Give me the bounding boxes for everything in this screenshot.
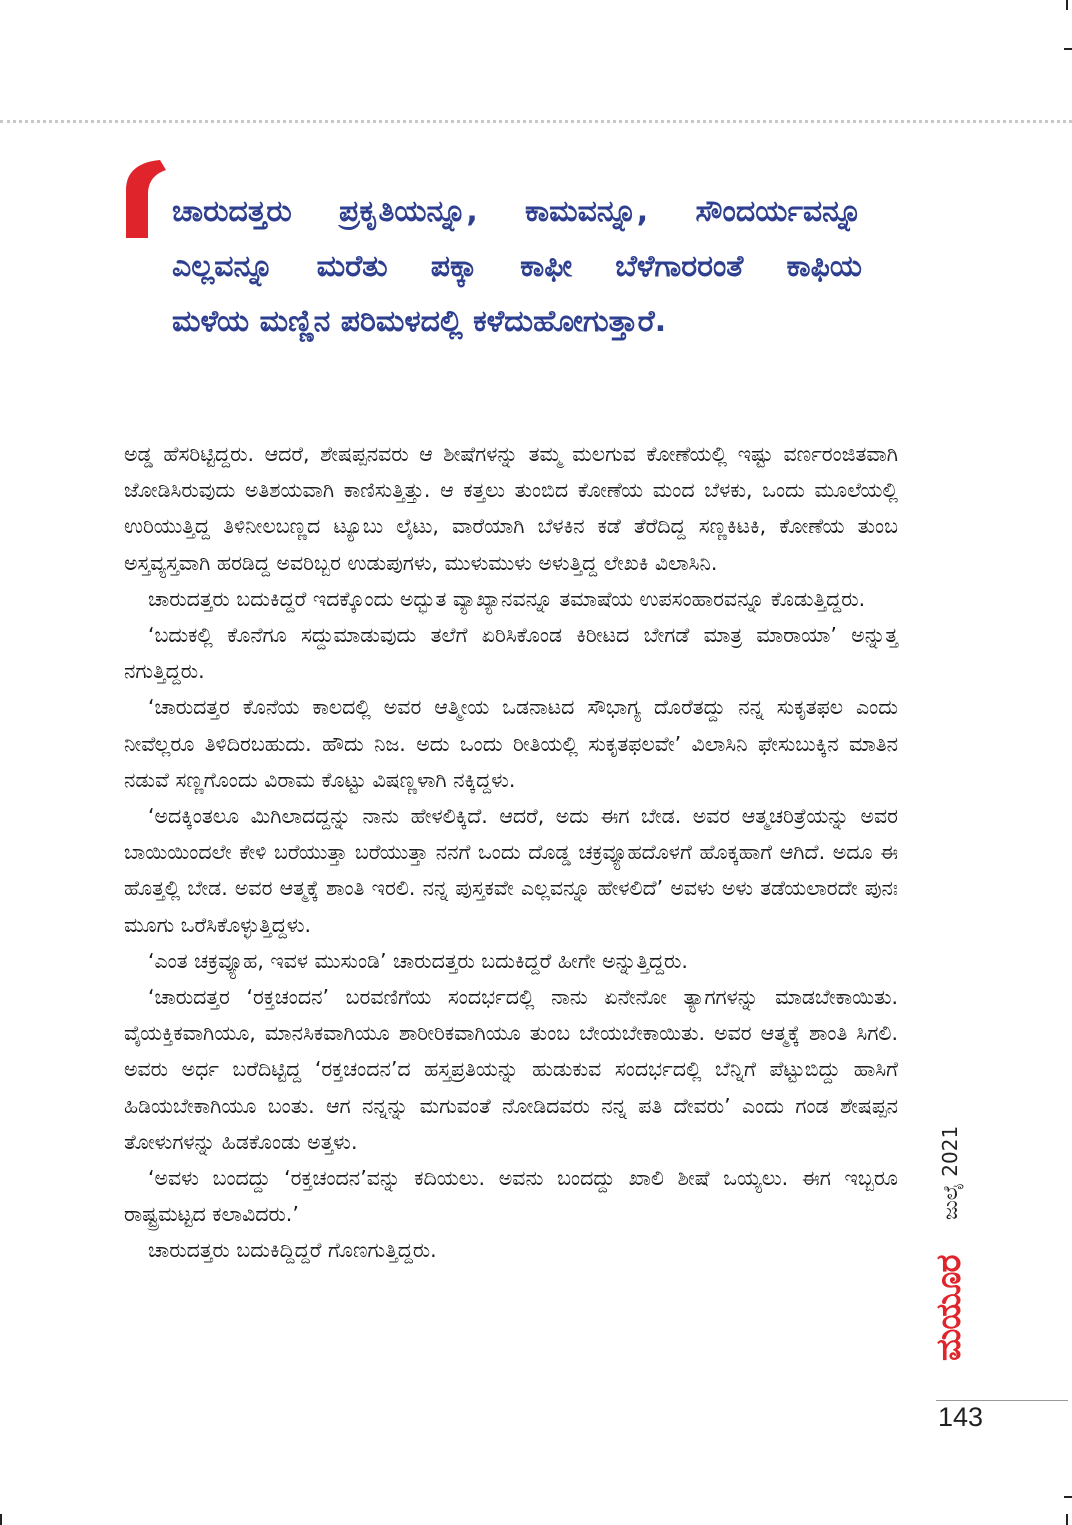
pull-quote-text (172, 184, 862, 349)
paragraph: ‘ಬದುಕಲ್ಲಿ ಕೊನೆಗೂ ಸದ್ದುಮಾಡುವುದು ತಲೆಗೆ ಏರಿಸಿಕೊಂಡ ಕಿರೀಟದ ಬೇಗಡೆ ಮಾತ್ರ ಮಾರಾಯಾ’ ಅನ್ನುತ್ತ ನಗುತ್ತಿದ್ದರು. (124, 623, 898, 684)
folio-rule (936, 1400, 1068, 1401)
paragraph: ‘ಚಾರುದತ್ತರ ‘ರಕ್ತಚಂದನ’ ಬರವಣಿಗೆಯ ಸಂದರ್ಭದಲ್ಲಿ ನಾನು ಏನೇನೋ ತ್ಯಾಗಗಳನ್ನು ಮಾಡಬೇಕಾಯಿತು. ವೈಯಕ್ತಿಕವಾಗಿಯೂ, ಮಾನಸಿಕವಾಗಿಯೂ ಶಾರೀರಿಕವಾಗಿಯೂ ತುಂಬ ಬೇಯಬೇಕಾಯಿತು. ಅವರ ಆತ್ಮಕ್ಕೆ ಶಾಂತಿ ಸಿಗಲಿ. ಅವರು ಅರ್ಧ ಬರೆದಿಟ್ಟಿದ್ದ ‘ರಕ್ತಚಂದನ’ದ ಹಸ್ತಪ್ರತಿಯನ್ನು ಹುಡುಕುವ ಸಂದರ್ಭದಲ್ಲಿ ಬೆನ್ನಿಗೆ ಪೆಟ್ಟುಬಿದ್ದು ಹಾಸಿಗೆ ಹಿಡಿಯಬೇಕಾಗಿಯೂ ಬಂತು. ಆಗ ನನ್ನನ್ನು ಮಗುವಂತೆ ನೋಡಿದವರು ನನ್ನ ಪತಿ ದೇವರು’ ಎಂದು ಗಂಡ ಶೇಷಪ್ಪನ ತೋಳುಗಳನ್ನು ಹಿಡಕೊಂಡು ಅತ್ತಳು. (124, 985, 898, 1154)
pull-quote-line: ಚಾರುದತ್ತರು ಪ್ರಕೃತಿಯನ್ನೂ, ಕಾಮವನ್ನೂ, ಸೌಂದರ್ಯವನ್ನೂ (172, 194, 862, 229)
paragraph: ಅಡ್ಡ ಹೆಸರಿಟ್ಟಿದ್ದರು. ಆದರೆ, ಶೇಷಪ್ಪನವರು ಆ ಶೀಷೆಗಳನ್ನು ತಮ್ಮ ಮಲಗುವ ಕೋಣೆಯಲ್ಲಿ ಇಷ್ಟು ವರ್ಣರಂಜಿತವಾಗಿ ಜೋಡಿಸಿರುವುದು ಅತಿಶಯವಾಗಿ ಕಾಣಿಸುತ್ತಿತ್ತು. ಆ ಕತ್ತಲು ತುಂಬಿದ ಕೋಣೆಯ ಮಂದ ಬೆಳಕು, ಒಂದು ಮೂಲೆಯಲ್ಲಿ ಉರಿಯುತ್ತಿದ್ದ ತಿಳಿನೀಲಬಣ್ಣದ ಟ್ಯೂಬು ಲೈಟು, ವಾರೆಯಾಗಿ ಬೆಳಕಿನ ಕಡೆ ತೆರೆದಿದ್ದ ಸಣ್ಣಕಿಟಕಿ, ಕೋಣೆಯ ತುಂಬ ಅಸ್ತವ್ಯಸ್ತವಾಗಿ ಹರಡಿದ್ದ ಅವರಿಬ್ಬರ ಉಡುಪುಗಳು, ಮುಳುಮುಳು ಅಳುತ್ತಿದ್ದ ಲೇಖಕಿ ವಿಲಾಸಿನಿ. (124, 442, 898, 575)
crop-mark-top (1066, 0, 1068, 10)
crop-mark-bottom-left (0, 1514, 2, 1525)
paragraph: ‘ಅವಳು ಬಂದದ್ದು ‘ರಕ್ತಚಂದನ’ವನ್ನು ಕದಿಯಲು. ಅವನು ಬಂದದ್ದು ಖಾಲಿ ಶೀಷೆ ಒಯ್ಯಲು. ಈಗ ಇಬ್ಬರೂ ರಾಷ್ಟ್ರಮಟ್ಟದ ಕಲಾವಿದರು.’ (124, 1166, 898, 1227)
pull-quote-line: ಎಲ್ಲವನ್ನೂ ಮರೆತು ಪಕ್ಕಾ ಕಾಫೀ ಬೆಳೆಗಾರರಂತೆ ಕಾಫಿಯ (172, 249, 862, 284)
article-body (124, 436, 898, 1269)
quote-mark-icon (124, 160, 168, 240)
crop-mark-right-top (1064, 48, 1072, 50)
header-dotted-rule (0, 120, 1072, 123)
paragraph: ಚಾರುದತ್ತರು ಬದುಕಿದ್ದರೆ ಇದಕ್ಕೊಂದು ಅದ್ಭುತ ವ್ಯಾಖ್ಯಾನವನ್ನೂ ತಮಾಷೆಯ ಉಪಸಂಹಾರವನ್ನೂ ಕೊಡುತ್ತಿದ್ದರು. (148, 586, 866, 611)
crop-mark-bottom (1066, 1514, 1068, 1525)
paragraph: ‘ಅದಕ್ಕಿಂತಲೂ ಮಿಗಿಲಾದದ್ದನ್ನು ನಾನು ಹೇಳಲಿಕ್ಕಿದೆ. ಆದರೆ, ಅದು ಈಗ ಬೇಡ. ಅವರ ಆತ್ಮಚರಿತ್ರೆಯನ್ನು ಅವರ ಬಾಯಿಯಿಂದಲೇ ಕೇಳಿ ಬರೆಯುತ್ತಾ ಬರೆಯುತ್ತಾ ನನಗೆ ಒಂದು ದೊಡ್ಡ ಚಕ್ರವ್ಯೂಹದೊಳಗೆ ಹೊಕ್ಕಹಾಗೆ ಆಗಿದೆ. ಅದೂ ಈ ಹೊತ್ತಲ್ಲಿ ಬೇಡ. ಅವರ ಆತ್ಮಕ್ಕೆ ಶಾಂತಿ ಇರಲಿ. ನನ್ನ ಪುಸ್ತಕವೇ ಎಲ್ಲವನ್ನೂ ಹೇಳಲಿದೆ’ ಅವಳು ಅಳು ತಡೆಯಲಾರದೇ ಪುನಃ ಮೂಗು ಒರೆಸಿಕೊಳ್ಳುತ್ತಿದ್ದಳು. (124, 804, 898, 937)
paragraph: ಚಾರುದತ್ತರು ಬದುಕಿದ್ದಿದ್ದರೆ ಗೊಣಗುತ್ತಿದ್ದರು. (148, 1238, 437, 1263)
magazine-logo: ಮಯೂರ (929, 1255, 969, 1361)
paragraph: ‘ಎಂತ ಚಕ್ರವ್ಯೂಹ, ಇವಳ ಮುಸುಂಡಿ’ ಚಾರುದತ್ತರು ಬದುಕಿದ್ದರೆ ಹೀಗೇ ಅನ್ನುತ್ತಿದ್ದರು. (148, 948, 688, 973)
paragraph: ‘ಚಾರುದತ್ತರ ಕೊನೆಯ ಕಾಲದಲ್ಲಿ ಅವರ ಆತ್ಮೀಯ ಒಡನಾಟದ ಸೌಭಾಗ್ಯ ದೊರೆತದ್ದು ನನ್ನ ಸುಕೃತಫಲ ಎಂದು ನೀವೆಲ್ಲರೂ ತಿಳಿದಿರಬಹುದು. ಹೌದು ನಿಜ. ಅದು ಒಂದು ರೀತಿಯಲ್ಲಿ ಸುಕೃತಫಲವೇ’ ವಿಲಾಸಿನಿ ಫೇಸುಬುಕ್ಕಿನ ಮಾತಿನ ನಡುವೆ ಸಣ್ಣಗೊಂದು ವಿರಾಮ ಕೊಟ್ಟು ವಿಷಣ್ಣಳಾಗಿ ನಕ್ಕಿದ್ದಳು. (124, 695, 898, 792)
pull-quote-line: ಮಳೆಯ ಮಣ್ಣಿನ ಪರಿಮಳದಲ್ಲಿ ಕಳೆದುಹೋಗುತ್ತಾರೆ. (172, 304, 667, 339)
page-number: 143 (938, 1402, 984, 1432)
crop-mark-bottom-right (1064, 1496, 1072, 1498)
issue-date: ಜುಲೈ 2021 (938, 1125, 962, 1221)
